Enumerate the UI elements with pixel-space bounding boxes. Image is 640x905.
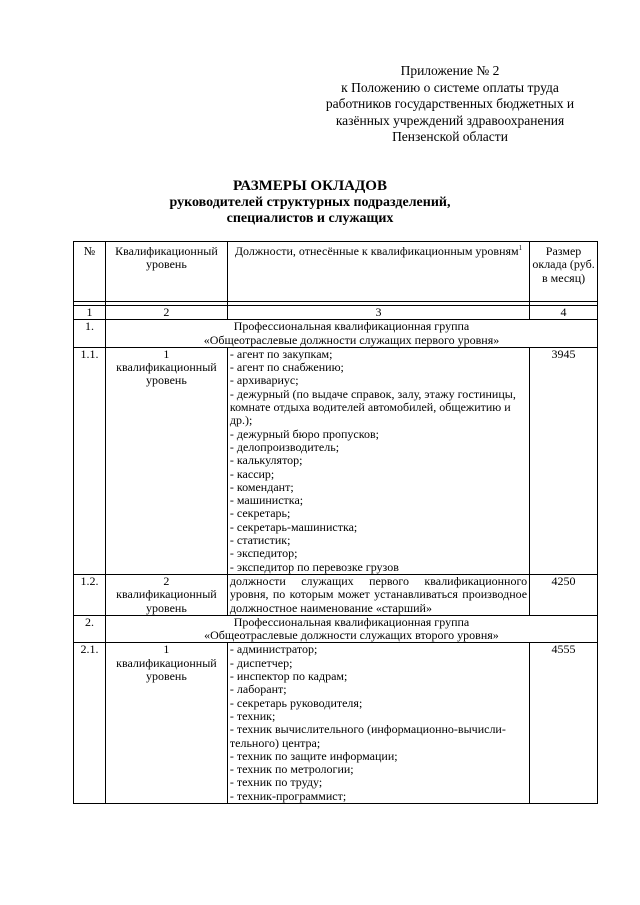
position-item: - лаборант; xyxy=(229,682,287,697)
position-item: - экспедитор; xyxy=(229,546,298,561)
row-num: 1.2. xyxy=(74,574,106,615)
table-row xyxy=(74,643,598,804)
appendix-line: Пензенской области xyxy=(392,129,508,144)
level-num: 1 xyxy=(163,642,170,657)
level-text: квалификационный уровень xyxy=(116,655,217,684)
group-title-cell xyxy=(105,615,597,643)
positions-cell xyxy=(227,347,529,574)
position-item: - дежурный бюро пропусков; xyxy=(229,426,379,441)
position-item: - делопроизводитель; xyxy=(229,439,340,454)
level-num: 1 xyxy=(163,346,170,361)
header-level: Квалификационный уровень xyxy=(105,242,227,302)
level-cell xyxy=(105,347,227,574)
document-title: РАЗМЕРЫ ОКЛАДОВ xyxy=(233,178,387,194)
document-subtitle-line: специалистов и служащих xyxy=(226,211,394,226)
header-positions xyxy=(227,242,529,302)
column-number: 2 xyxy=(105,306,227,320)
appendix-line: к Положению о системе оплаты труда xyxy=(341,79,559,95)
position-item: - диспетчер; xyxy=(229,655,293,670)
row-num: 1.1. xyxy=(74,347,106,574)
positions-list xyxy=(230,348,527,574)
position-item: - комендант; xyxy=(229,479,294,494)
document-subtitle-line: руководителей структурных подразделений, xyxy=(169,194,451,210)
positions-text: должности служащих первого квалификационного уровня, по которым может устанавливаться производное должностное наименование «старший» xyxy=(227,574,529,615)
group-row xyxy=(74,615,598,643)
table-row xyxy=(74,574,598,615)
position-item: - техник по труду; xyxy=(229,775,323,790)
appendix-block xyxy=(300,63,600,146)
appendix-line: казённых учреждений здравоохранения xyxy=(335,112,565,128)
document-heading xyxy=(140,178,480,228)
salary-value: 4250 xyxy=(530,574,598,615)
positions-cell xyxy=(227,643,529,804)
table-row xyxy=(74,347,598,574)
group-row xyxy=(74,320,598,348)
level-cell xyxy=(105,643,227,804)
table-header-row xyxy=(74,242,598,302)
position-item: - техник вычислительного (информационно-вычисли-тельного) центра; xyxy=(229,722,506,750)
column-number-row xyxy=(74,306,598,320)
group-name: «Общеотраслевые должности служащих второго уровня» xyxy=(204,628,499,643)
position-item: - архивариус; xyxy=(229,373,299,388)
column-number: 1 xyxy=(74,306,106,320)
header-positions-text: Должности, отнесённые к квалификационным уровням xyxy=(234,244,519,258)
position-item: - секретарь; xyxy=(229,506,291,521)
position-item: - агент по закупкам; xyxy=(229,346,333,361)
column-number: 4 xyxy=(530,306,598,320)
group-num: 1. xyxy=(74,320,106,348)
header-footnote-mark: 1 xyxy=(518,244,523,252)
level-cell xyxy=(105,574,227,615)
group-title: Профессиональная квалификационная группа xyxy=(233,614,470,629)
salary-table xyxy=(73,241,598,804)
group-title: Профессиональная квалификационная группа xyxy=(233,319,470,334)
appendix-line: Приложение № 2 xyxy=(400,63,500,78)
position-item: - агент по снабжению; xyxy=(229,360,344,375)
position-item: - техник по метрологии; xyxy=(229,762,354,777)
position-item: - секретарь-машинистка; xyxy=(229,519,358,534)
salary-value: 4555 xyxy=(530,643,598,804)
position-item: - машинистка; xyxy=(229,493,304,508)
header-num: № xyxy=(74,242,106,302)
row-num: 2.1. xyxy=(74,643,106,804)
position-item: - экспедитор по перевозке грузов xyxy=(229,559,399,574)
group-num: 2. xyxy=(74,615,106,643)
group-title-cell xyxy=(105,320,597,348)
positions-list xyxy=(230,643,527,803)
level-num: 2 xyxy=(163,573,170,588)
salary-value: 3945 xyxy=(530,347,598,574)
column-number: 3 xyxy=(227,306,529,320)
position-item: - техник-программист; xyxy=(229,788,347,803)
position-item: - секретарь руководителя; xyxy=(229,695,363,710)
level-text: квалификационный уровень xyxy=(116,587,217,615)
position-item: - кассир; xyxy=(229,466,275,481)
position-item: - инспектор по кадрам; xyxy=(229,669,348,684)
position-item: - администратор; xyxy=(229,642,318,657)
header-salary: Размер оклада (руб. в месяц) xyxy=(530,242,598,302)
position-item: - статистик; xyxy=(229,533,291,548)
position-item: - техник по защите информации; xyxy=(229,748,398,763)
position-item: - дежурный (по выдаче справок, залу, этажу гостиницы, комнате отдыха водителей автомобилей, общежитию и др.); xyxy=(229,386,516,428)
position-item: - калькулятор; xyxy=(229,453,303,468)
appendix-line: работников государственных бюджетных и xyxy=(325,96,575,111)
position-item: - техник; xyxy=(229,708,276,723)
level-text: квалификационный уровень xyxy=(116,360,217,388)
group-name: «Общеотраслевые должности служащих первого уровня» xyxy=(203,332,500,347)
